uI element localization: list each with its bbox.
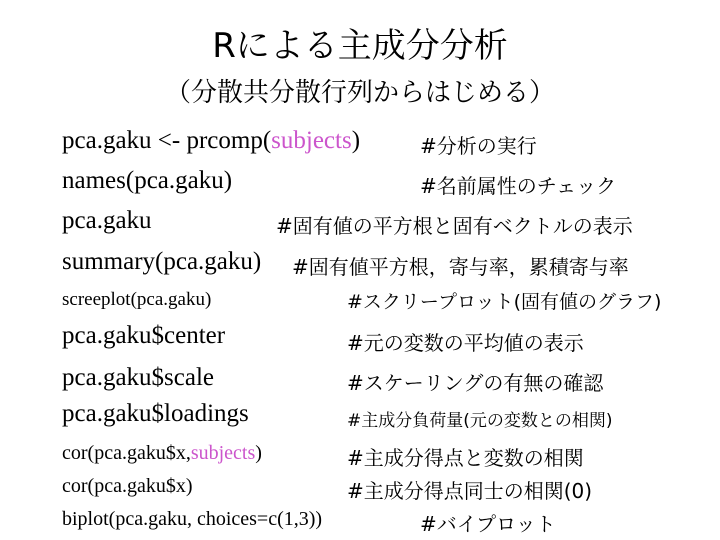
code-line-prcomp (62, 127, 360, 155)
comment-biplot: #バイプロット (420, 512, 556, 536)
comment-cor-subjects: #主成分得点と変数の相関 (347, 446, 584, 470)
code-text: pca.gaku <- prcomp( (62, 127, 272, 154)
comment-center: #元の変数の平均値の表示 (347, 331, 584, 355)
code-line-center: pca.gaku$center (62, 322, 226, 349)
comment-names: #名前属性のチェック (420, 174, 617, 198)
comment-loadings: #主成分負荷量(元の変数との相関) (347, 411, 613, 431)
code-line-names: names(pca.gaku) (62, 167, 233, 194)
comment-summary: #固有値平方根，寄与率，累積寄与率 (292, 255, 629, 279)
comment-screeplot: #スクリープロット(固有値のグラフ) (347, 291, 662, 313)
page-subtitle: （分散共分散行列からはじめる） (164, 78, 555, 108)
code-line-cor-subjects (62, 442, 262, 465)
code-highlight: subjects (271, 127, 352, 154)
comment-prcomp: #分析の実行 (420, 134, 537, 158)
code-text: cor(pca.gaku$x, (62, 442, 191, 464)
comment-pca: #固有値の平方根と固有ベクトルの表示 (276, 214, 633, 238)
code-text-end: ) (255, 442, 262, 464)
code-highlight: subjects (190, 442, 256, 464)
comment-cor: #主成分得点同士の相関(0) (347, 479, 593, 503)
code-line-summary: summary(pca.gaku) (62, 248, 262, 275)
comment-scale: #スケーリングの有無の確認 (347, 371, 604, 395)
code-line-cor: cor(pca.gaku$x) (62, 475, 193, 497)
code-line-loadings: pca.gaku$loadings (62, 400, 249, 427)
code-line-biplot: biplot(pca.gaku, choices=c(1,3)) (62, 508, 323, 530)
code-line-screeplot: screeplot(pca.gaku) (62, 289, 212, 310)
code-text-end: ) (351, 127, 361, 154)
code-line-scale: pca.gaku$scale (62, 364, 215, 391)
page-title: Rによる主成分分析 (212, 26, 508, 66)
code-line-pca: pca.gaku (62, 207, 152, 234)
